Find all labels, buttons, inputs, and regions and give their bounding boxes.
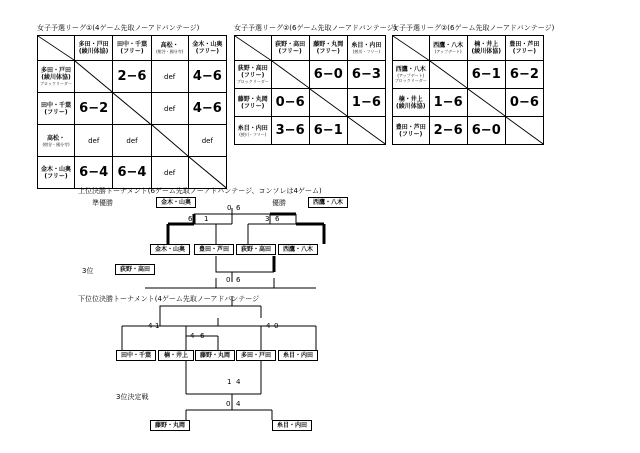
col-header: 多田・戸田 (綾川体協): [75, 36, 113, 61]
third-playoff-label: 3位決定戦: [116, 393, 149, 401]
lower-c-right: 0: [274, 322, 279, 330]
score-cell: def: [188, 125, 226, 157]
row-header: 豊田・芦田 (フリー): [393, 117, 430, 145]
score-cell: def: [151, 157, 188, 189]
score-cell: 3−6: [271, 117, 309, 145]
score-cell: 2−6: [113, 61, 151, 93]
col-header: 金木・山奥 (フリー): [188, 36, 226, 61]
upper-entrant: 金木・山奥: [150, 244, 190, 255]
lower-entrant: 藤野・丸岡: [195, 350, 235, 361]
upper-entrant: 西鷹・八木: [278, 244, 318, 255]
score-cell: 4−6: [188, 61, 226, 93]
league-1-title: 女子予選リーグ①(4ゲーム先取ノーアドバンテージ): [37, 24, 200, 32]
upper-title: 上位決勝トーナメント(6ゲーム先取ノーアドバンテージ、コンソレは4ゲーム): [78, 187, 322, 195]
score-cell: 6−4: [75, 157, 113, 189]
third-score-left: 0: [226, 276, 231, 284]
runner-up-label: 準優勝: [92, 199, 113, 207]
score-cell: 1−6: [429, 89, 467, 117]
col-header: 糸目・内田 (綾川・フリー): [347, 36, 385, 61]
col-header: 高松・ (紺谷・國分寺): [151, 36, 188, 61]
lower-entrant: 田中・千葉: [116, 350, 156, 361]
row-header: 楠・井上 (綾川体協): [393, 89, 430, 117]
score-cell: 6−1: [467, 61, 505, 89]
col-header: 楠・井上 (綾川体協): [467, 36, 505, 61]
final-score-right: 6: [236, 204, 241, 212]
score-cell: 6−3: [347, 61, 385, 89]
score-cell: 6−2: [75, 93, 113, 125]
lower-final-left: 1: [227, 378, 232, 386]
sf1-score-left: 6: [188, 215, 193, 223]
third-playoff-score-left: 0: [226, 400, 231, 408]
col-header: 西鷹・八木 (アップデート): [429, 36, 467, 61]
lower-title: 下位位決勝トーナメント(4ゲーム先取ノーアドバンテージ: [78, 295, 260, 303]
score-cell: 6−0: [467, 117, 505, 145]
row-header: 西鷹・八木 (アップデート) ブロックリーダー: [393, 61, 430, 89]
row-header: 糸目・内田 (綾川・フリー): [235, 117, 272, 145]
final-score-left: 0: [227, 204, 232, 212]
winner-label: 優勝: [272, 199, 286, 207]
score-cell: 6−2: [505, 61, 543, 89]
third-score-right: 6: [236, 276, 241, 284]
score-cell: 0−6: [271, 89, 309, 117]
sf2-score-left: 3: [265, 215, 270, 223]
score-cell: 6−4: [113, 157, 151, 189]
lower-entrant: 糸目・内田: [278, 350, 318, 361]
score-cell: 6−0: [309, 61, 347, 89]
lower-b-left: 4: [190, 332, 195, 340]
row-header: 藤野・丸岡 (フリー): [235, 89, 272, 117]
third-playoff-score-right: 4: [236, 400, 241, 408]
col-header: 藤野・丸岡 (フリー): [309, 36, 347, 61]
col-header: 田中・千葉 (フリー): [113, 36, 151, 61]
score-cell: 1−6: [347, 89, 385, 117]
lower-entrant: 多田・戸田: [236, 350, 276, 361]
row-header: 金木・山奥 (フリー): [38, 157, 75, 189]
upper-entrant: 荻野・高田: [236, 244, 276, 255]
lower-entrant: 楠・井上: [158, 350, 194, 361]
col-header: 荻野・高田 (フリー): [271, 36, 309, 61]
sf2-score-right: 6: [275, 215, 280, 223]
league-2-title: 女子予選リーグ②(6ゲーム先取ノーアドバンテージ): [234, 24, 397, 32]
sf1-score-right: 1: [204, 215, 209, 223]
lower-c-left: 4: [266, 322, 271, 330]
score-cell: 6−1: [309, 117, 347, 145]
row-header: 高松・ (紺谷・國分寺): [38, 125, 75, 157]
lower-b-right: 6: [200, 332, 205, 340]
score-cell: 0−6: [505, 89, 543, 117]
winner-box: 西鷹・八木: [308, 197, 348, 208]
runner-up-box: 金木・山奥: [156, 197, 196, 208]
third-place-box: 荻野・高田: [115, 264, 155, 275]
score-cell: def: [151, 61, 188, 93]
score-cell: 2−6: [429, 117, 467, 145]
row-header: 多田・戸田 (綾川体協) ブロックリーダー: [38, 61, 75, 93]
col-header: 豊田・芦田 (フリー): [505, 36, 543, 61]
score-cell: def: [75, 125, 113, 157]
score-cell: def: [151, 93, 188, 125]
lower-final-right: 4: [236, 378, 241, 386]
league-3-title: 女子予選リーグ②(6ゲーム先取ノーアドバンテージ): [392, 24, 555, 32]
third-playoff-right: 糸目・内田: [272, 420, 312, 431]
lower-a-right: 1: [155, 322, 160, 330]
score-cell: def: [113, 125, 151, 157]
row-header: 荻野・高田 (フリー) ブロックリーダー: [235, 61, 272, 89]
third-playoff-left: 藤野・丸岡: [150, 420, 190, 431]
score-cell: 4−6: [188, 93, 226, 125]
third-place-label: 3位: [82, 267, 94, 275]
row-header: 田中・千葉 (フリー): [38, 93, 75, 125]
lower-a-left: 4: [148, 322, 153, 330]
upper-entrant: 豊田・芦田: [194, 244, 234, 255]
